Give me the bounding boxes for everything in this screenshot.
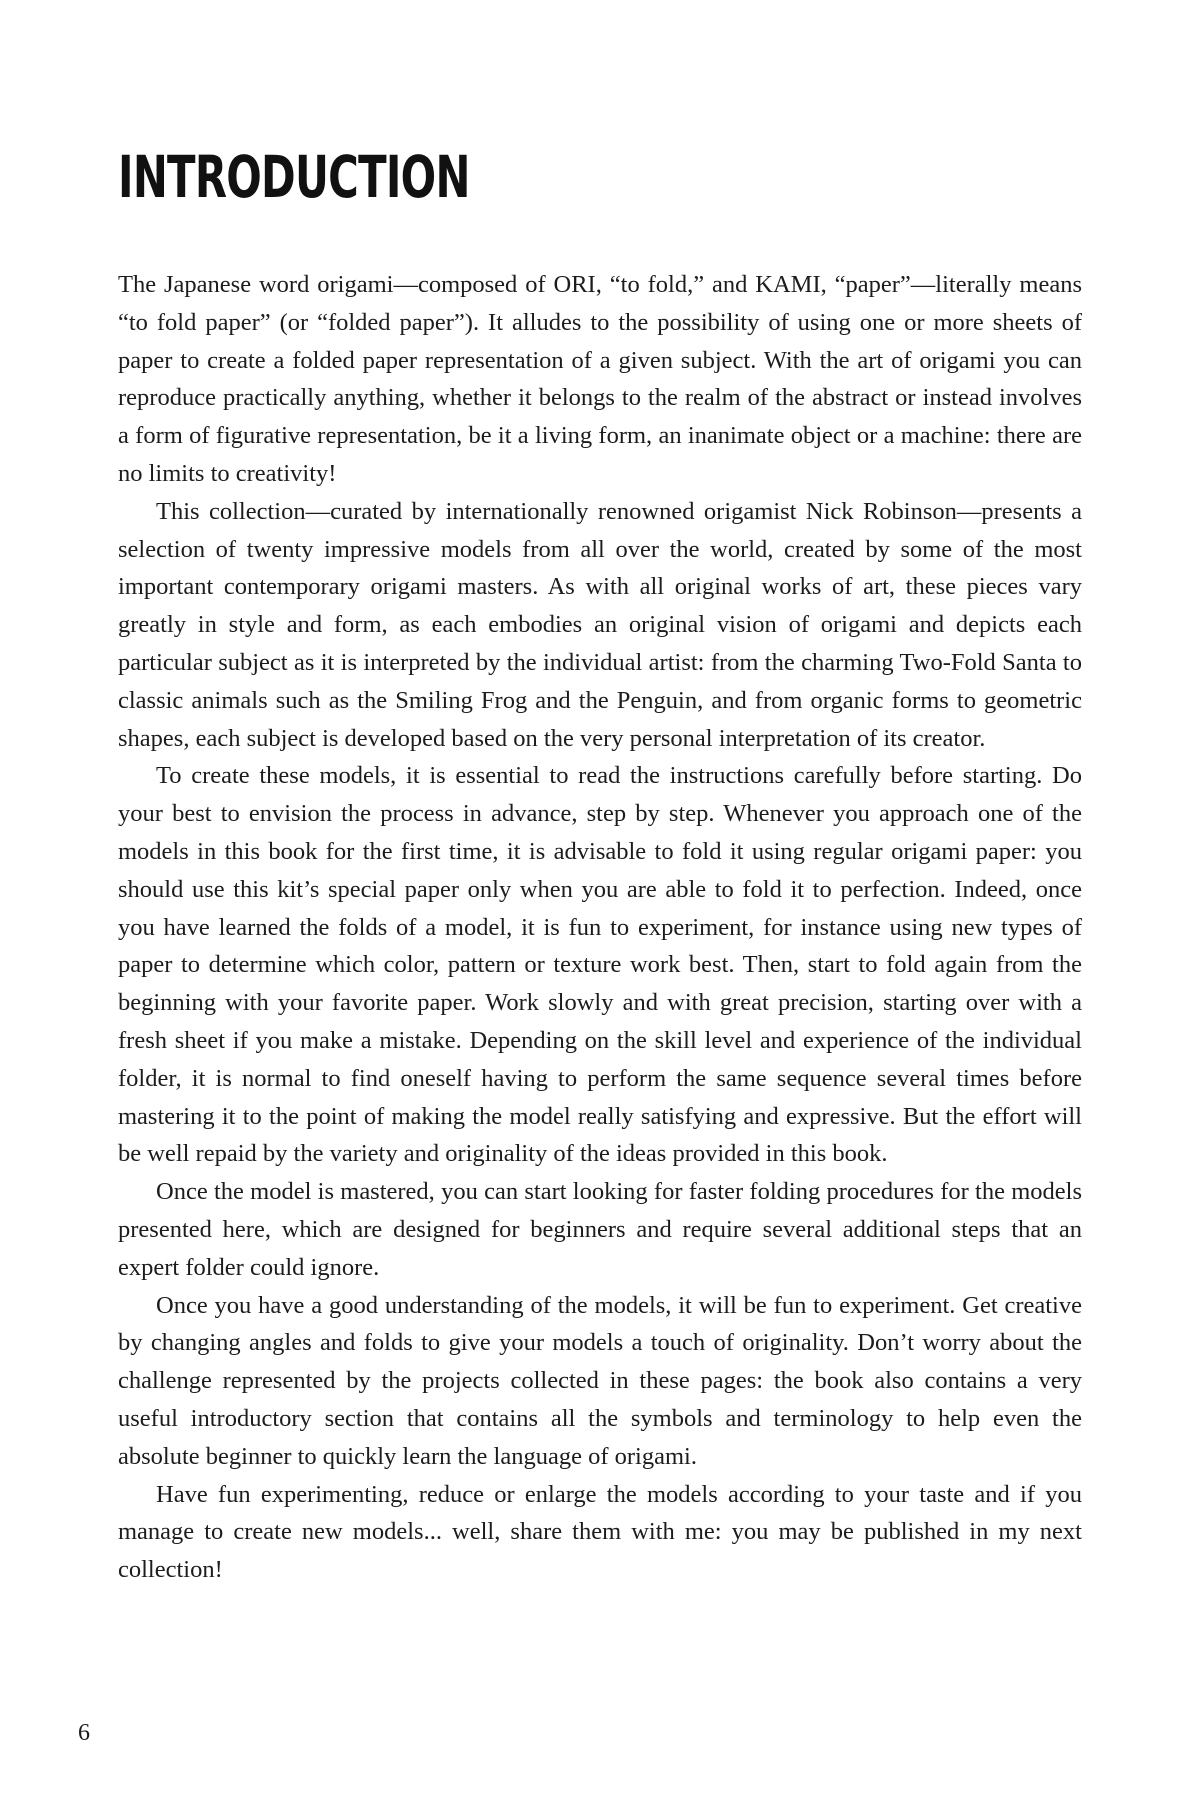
paragraph: Have fun experimenting, reduce or enlarge the models according to your taste and if you manage to create new models... well, share them with me: you may be published in my next collection! <box>118 1480 1082 1584</box>
paragraph: Once the model is mastered, you can start looking for faster folding procedures for the models presented here, which are designed for beginners and require several additional steps that an expert folder could ignore. <box>118 1178 1082 1281</box>
page-number: 6 <box>78 1720 90 1746</box>
body-text <box>118 266 1082 1589</box>
paragraph: To create these models, it is essential to read the instructions carefully before starting. Do your best to envision the process in advance, step by step. Whenever you approach one of the models in this book for the first time, it is advisable to fold it using regular origami paper: you should use this kit’s special paper only when you are able to fold it to perfection. Indeed, once you have learned the folds of a model, it is fun to experiment, for instance using new types of paper to determine which color, pattern or texture work best. Then, start to fold again from the beginning with your favorite paper. Work slowly and with great precision, starting over with a fresh sheet if you make a mistake. Depending on the skill level and experience of the individual folder, it is normal to find oneself having to perform the same sequence several times before mastering it to the point of making the model really satisfying and expressive. But the effort will be well repaid by the variety and originality of the ideas provided in this book. <box>118 762 1082 1168</box>
paragraph: The Japanese word origami—composed of ORI, “to fold,” and KAMI, “paper”—literally means “to fold paper” (or “folded paper”). It alludes to the possibility of using one or more sheets of paper to create a folded paper representation of a given subject. With the art of origami you can reproduce practically anything, whether it belongs to the realm of the abstract or instead involves a form of figurative representation, be it a living form, an inanimate object or a machine: there are no limits to creativity! <box>118 271 1082 487</box>
page-title: INTRODUCTION <box>118 143 470 211</box>
paragraph: Once you have a good understanding of the models, it will be fun to experiment. Get creative by changing angles and folds to give your models a touch of originality. Don’t worry about the challenge represented by the projects collected in these pages: the book also contains a very useful introductory section that contains all the symbols and terminology to help even the absolute beginner to quickly learn the language of origami. <box>118 1291 1082 1470</box>
paragraph: This collection—curated by internationally renowned origamist Nick Robinson—presents a selection of twenty impressive models from all over the world, created by some of the most important contemporary origami masters. As with all original works of art, these pieces vary greatly in style and form, as each embodies an original vision of origami and depicts each particular subject as it is interpreted by the individual artist: from the charming Two-Fold Santa to classic animals such as the Smiling Frog and the Penguin, and from organic forms to geometric shapes, each subject is developed based on the very personal interpretation of its creator. <box>118 497 1082 752</box>
